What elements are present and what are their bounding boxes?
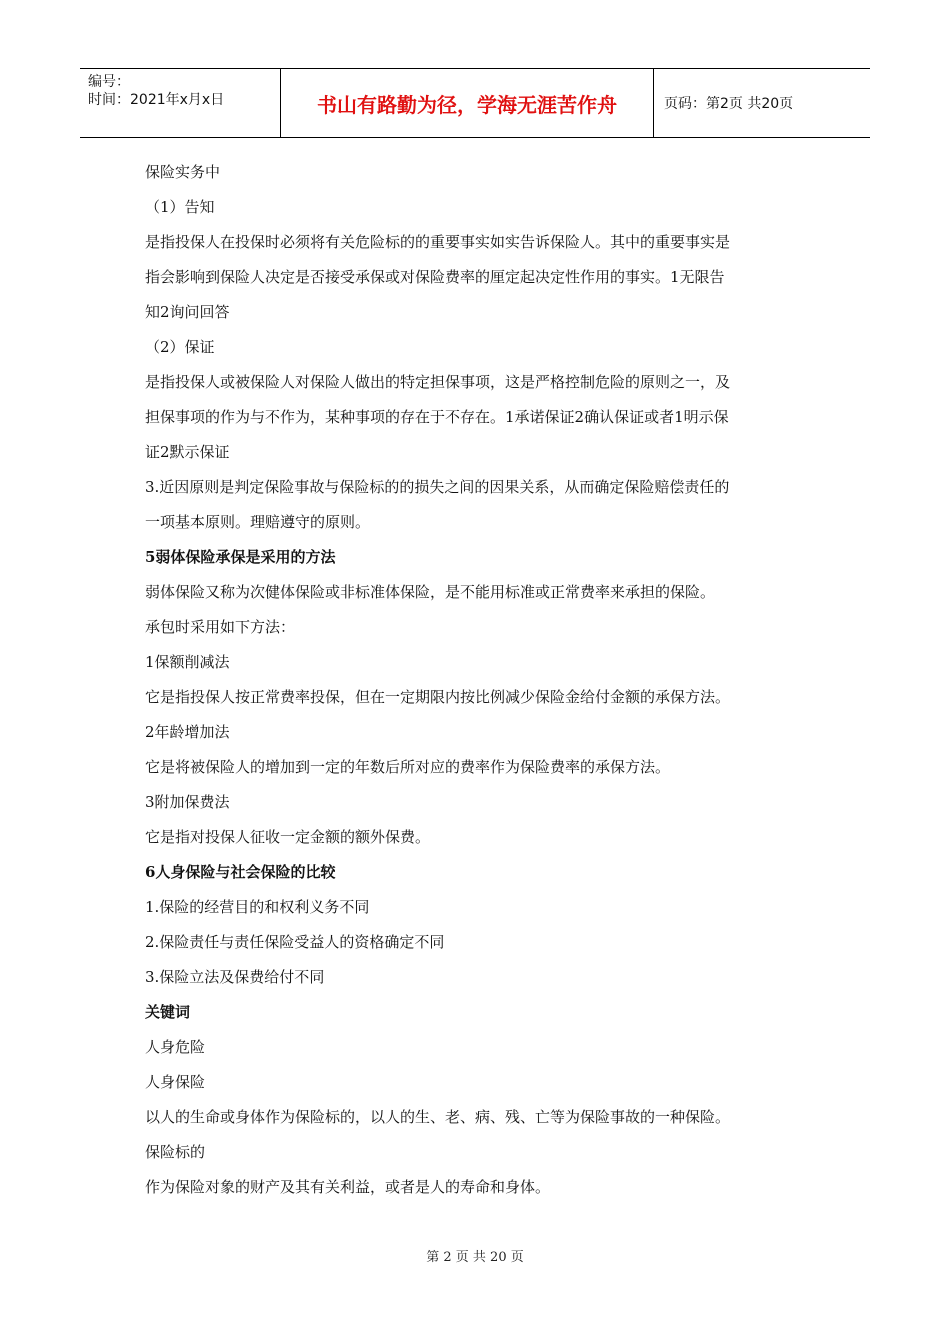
page-footer: 第 2 页 共 20 页 xyxy=(426,1250,524,1265)
time-label: 时间：2021年x月x日 xyxy=(88,92,225,108)
body-line: 它是指投保人按正常费率投保，但在一定期限内按比例减少保险金给付金额的承保方法。 xyxy=(145,688,731,706)
document-body xyxy=(145,155,810,1205)
body-line: 是指投保人在投保时必须将有关危险标的的重要事实如实告诉保险人。其中的重要事实是 xyxy=(145,233,731,251)
body-line: 人身危险 xyxy=(145,1038,206,1056)
body-line: 3.保险立法及保费给付不同 xyxy=(145,968,325,986)
body-line: 2.保险责任与责任保险受益人的资格确定不同 xyxy=(145,933,445,951)
header-page-label: 页码：第2页 共20页 xyxy=(664,96,794,112)
body-line: 是指投保人或被保险人对保险人做出的特定担保事项，这是严格控制危险的原则之一，及 xyxy=(145,373,731,391)
code-label: 编号： xyxy=(88,74,130,90)
header-meta xyxy=(80,69,281,137)
section-heading: 6人身保险与社会保险的比较 xyxy=(145,863,336,881)
body-line: 保险标的 xyxy=(145,1143,206,1161)
body-line: 指会影响到保险人决定是否接受承保或对保险费率的厘定起决定性作用的事实。1无限告 xyxy=(145,268,725,286)
body-line: 2年龄增加法 xyxy=(145,723,230,741)
body-line: 它是指对投保人征收一定金额的额外保费。 xyxy=(145,828,431,846)
body-line: 知2询问回答 xyxy=(145,303,230,321)
body-line: 3.近因原则是判定保险事故与保险标的的损失之间的因果关系，从而确定保险赔偿责任的 xyxy=(145,478,730,496)
body-line: 以人的生命或身体作为保险标的，以人的生、老、病、残、亡等为保险事故的一种保险。 xyxy=(145,1108,731,1126)
body-line: 一项基本原则。理赔遵守的原则。 xyxy=(145,513,371,531)
body-line: 1保额削减法 xyxy=(145,653,230,671)
body-line: 3附加保费法 xyxy=(145,793,230,811)
body-line: 它是将被保险人的增加到一定的年数后所对应的费率作为保险费率的承保方法。 xyxy=(145,758,671,776)
body-line: 保险实务中 xyxy=(145,163,221,181)
section-heading: 关键词 xyxy=(145,1003,191,1021)
body-line: （1）告知 xyxy=(145,198,215,216)
body-line: 担保事项的作为与不作为，某种事项的存在于不存在。1承诺保证2确认保证或者1明示保 xyxy=(145,408,729,426)
page-header xyxy=(80,68,870,138)
section-heading: 5弱体保险承保是采用的方法 xyxy=(145,548,336,566)
body-line: 作为保险对象的财产及其有关利益，或者是人的寿命和身体。 xyxy=(145,1178,551,1196)
body-line: 人身保险 xyxy=(145,1073,206,1091)
body-line: 1.保险的经营目的和权利义务不同 xyxy=(145,898,370,916)
body-line: 证2默示保证 xyxy=(145,443,230,461)
header-motto: 书山有路勤为径，学海无涯苦作舟 xyxy=(281,69,654,137)
body-line: （2）保证 xyxy=(145,338,215,356)
body-line: 承包时采用如下方法： xyxy=(145,618,296,636)
body-line: 弱体保险又称为次健体保险或非标准体保险，是不能用标准或正常费率来承担的保险。 xyxy=(145,583,716,601)
